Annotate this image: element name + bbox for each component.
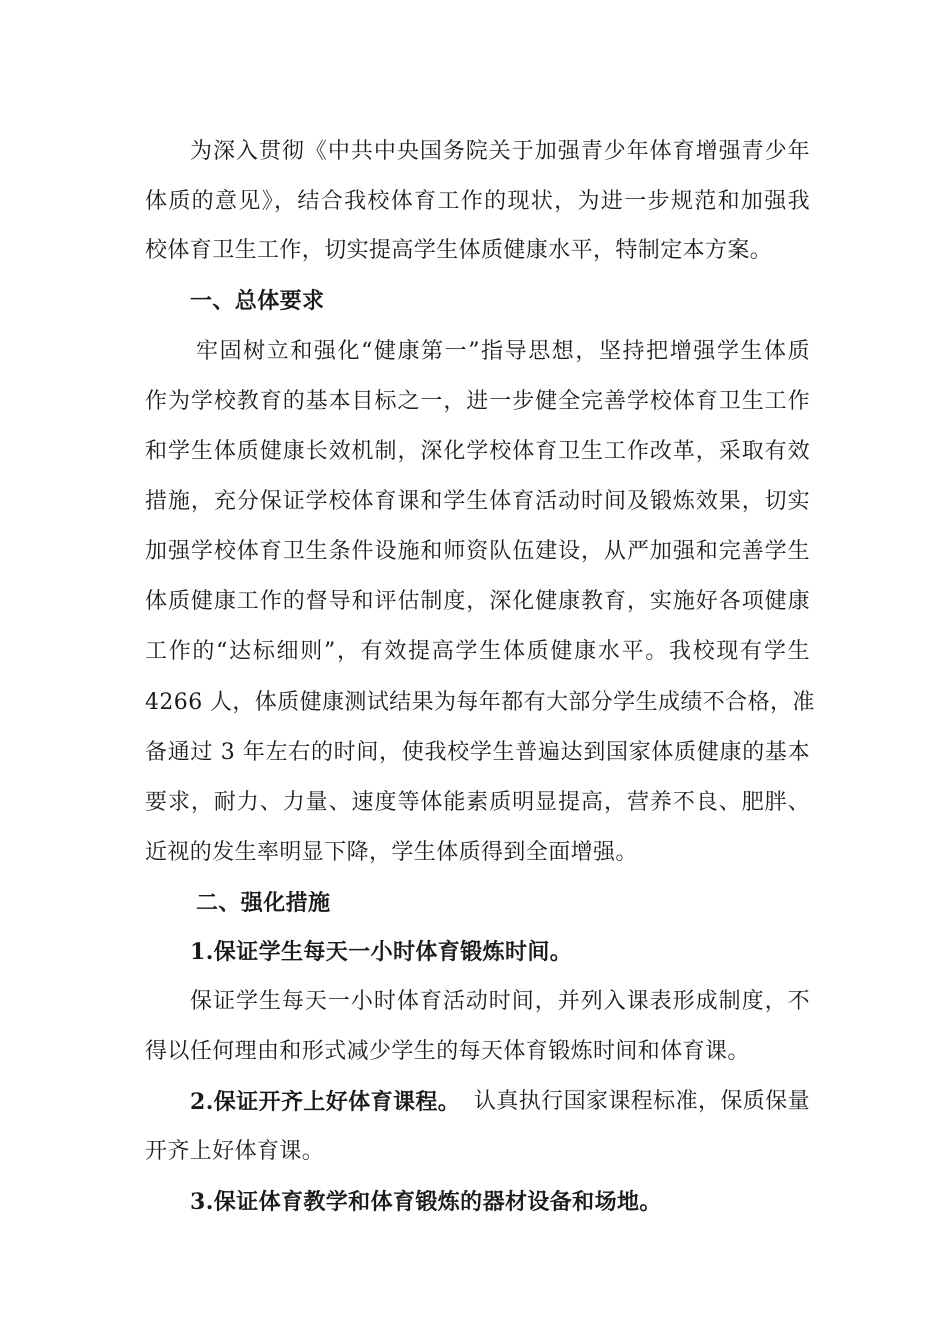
section1-line: 要求，耐力、力量、速度等体能素质明显提高，营养不良、肥胖、 [145,790,810,815]
item1-title: 1.保证学生每天一小时体育锻炼时间。 [190,939,573,965]
section-heading-general-requirements: 一、总体要求 [190,288,325,314]
section1-line: 加强学校体育卫生条件设施和师资队伍建设，从严加强和完善学生 [145,539,810,564]
intro-line-1: 为深入贯彻《中共中央国务院关于加强青少年体育增强青少年 [190,139,810,164]
item2-title: 2.保证开齐上好体育课程。 [190,1089,461,1115]
intro-line-3: 校体育卫生工作，切实提高学生体质健康水平，特制定本方案。 [145,238,773,263]
section1-line: 体质健康工作的督导和评估制度，深化健康教育，实施好各项健康 [145,589,810,614]
section1-line: 近视的发生率明显下降，学生体质得到全面增强。 [145,840,638,865]
section1-line: 工作的“达标细则”，有效提高学生体质健康水平。我校现有学生 [145,639,810,664]
item2-line-1 [190,1087,810,1117]
section1-line: 措施，充分保证学校体育课和学生体育活动时间及锻炼效果，切实 [145,489,810,514]
item3-title: 3.保证体育教学和体育锻炼的器材设备和场地。 [190,1189,662,1215]
section-heading-strengthening-measures: 二、强化措施 [196,890,331,916]
item1-line-2: 得以任何理由和形式减少学生的每天体育锻炼时间和体育课。 [145,1039,750,1064]
section1-line: 4266 人，体质健康测试结果为每年都有大部分学生成绩不合格，准 [145,690,815,715]
section1-line: 和学生体质健康长效机制，深化学校体育卫生工作改革，采取有效 [145,439,810,464]
intro-line-2: 体质的意见》，结合我校体育工作的现状，为进一步规范和加强我 [145,189,810,214]
section1-line: 牢固树立和强化“健康第一”指导思想，坚持把增强学生体质 [196,339,810,364]
item1-line-1: 保证学生每天一小时体育活动时间，并列入课表形成制度，不 [190,989,810,1014]
item2-line-2: 开齐上好体育课。 [145,1139,325,1164]
section1-line: 作为学校教育的基本目标之一，进一步健全完善学校体育卫生工作 [145,389,810,414]
section1-line: 备通过 3 年左右的时间，使我校学生普遍达到国家体质健康的基本 [145,740,810,765]
item2-text: 认真执行国家课程标准，保质保量 [473,1089,810,1114]
